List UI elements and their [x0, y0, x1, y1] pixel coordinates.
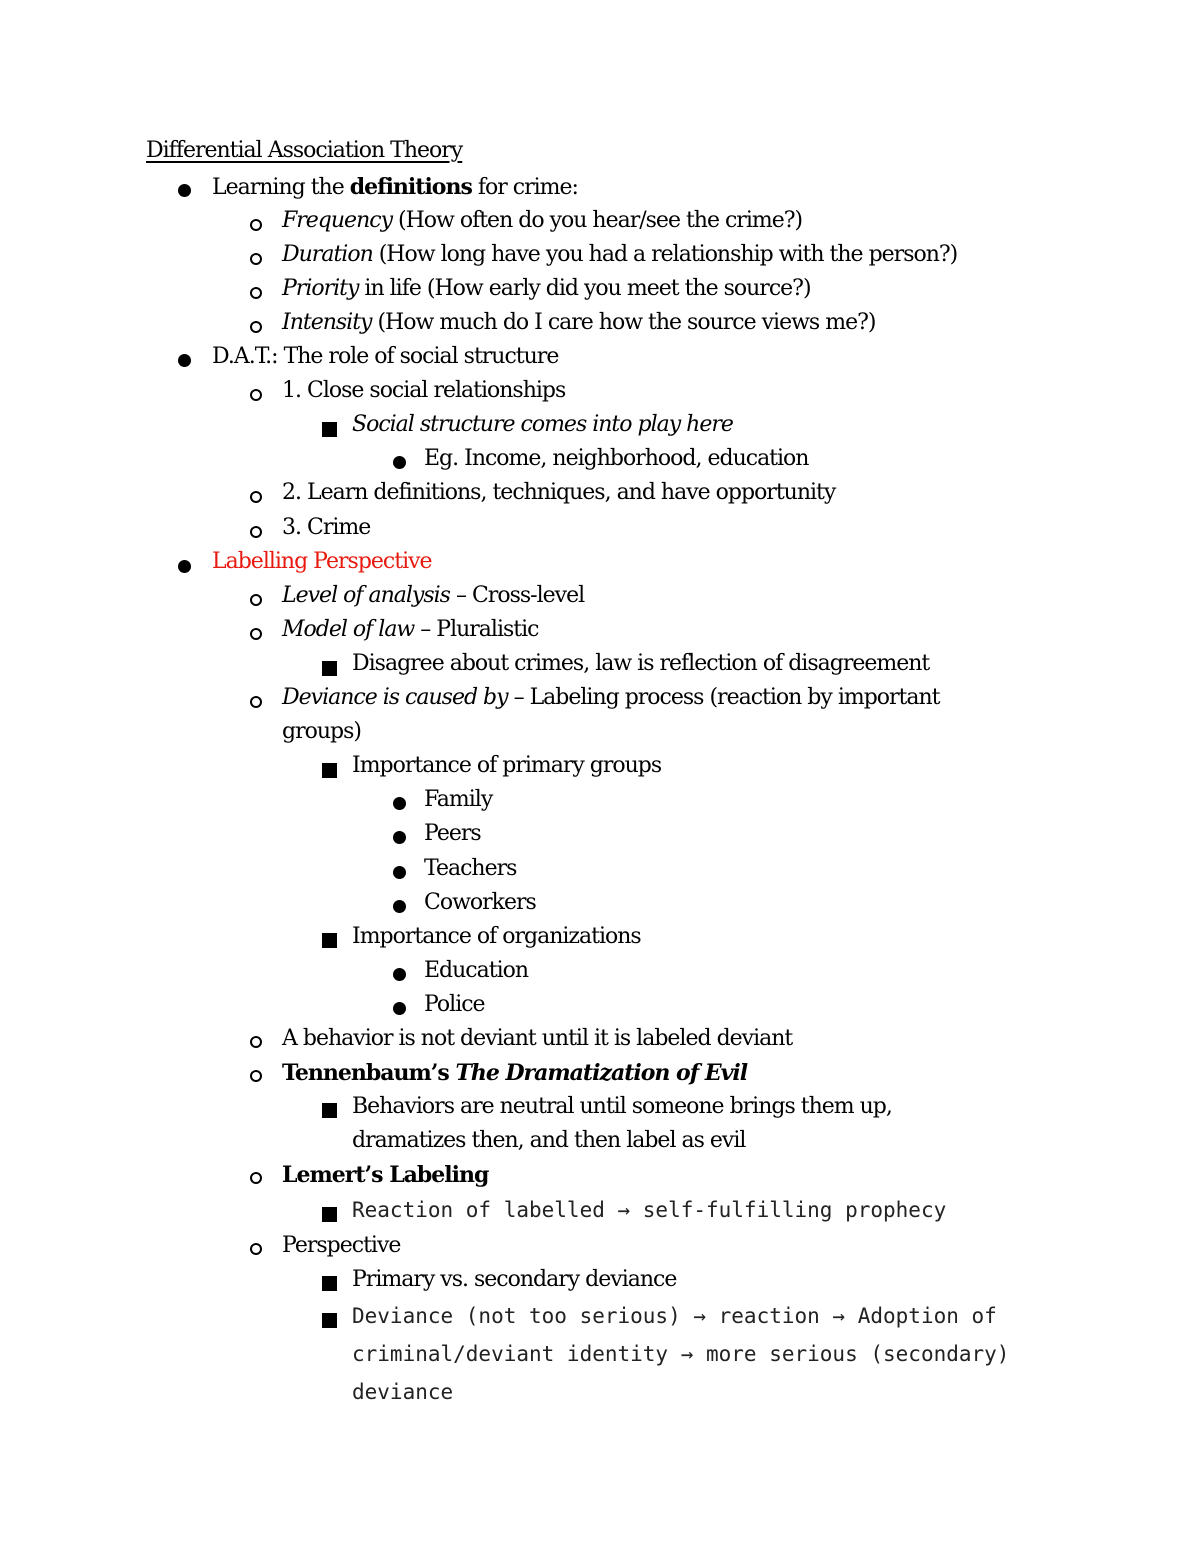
list-item-deviance-chain-end: deviance — [352, 1380, 454, 1404]
filled-bullet-icon — [393, 866, 406, 879]
text: – Labeling process (reaction by important — [507, 685, 940, 710]
list-item-social-structure: Social structure comes into play here — [352, 412, 733, 437]
list-item-model-of-law — [282, 617, 538, 642]
hollow-bullet-icon — [250, 1172, 262, 1184]
list-item-tennenbaum — [282, 1060, 747, 1086]
text: for crime: — [471, 175, 578, 200]
list-item-deviance-chain: Deviance (not too serious) → reaction → Adoption of — [352, 1304, 997, 1328]
square-bullet-icon — [322, 933, 337, 948]
list-item-neutral-cont: dramatizes then, and then label as evil — [352, 1128, 746, 1153]
list-item-level-of-analysis — [282, 583, 584, 608]
italic-term: Model of law — [282, 617, 415, 642]
list-item-neutral: Behaviors are neutral until someone brings them up, — [352, 1094, 892, 1119]
hollow-bullet-icon — [250, 696, 262, 708]
italic-term: Deviance is caused by — [282, 685, 508, 710]
filled-bullet-icon — [393, 968, 406, 981]
filled-bullet-icon — [393, 797, 406, 810]
text: in life (How early did you meet the source?) — [358, 276, 811, 301]
list-item-close-relationships: 1. Close social relationships — [282, 378, 566, 403]
list-item-learning — [212, 174, 578, 200]
hollow-bullet-icon — [250, 287, 262, 299]
square-bullet-icon — [322, 1103, 337, 1118]
list-item-organizations: Importance of organizations — [352, 924, 641, 949]
filled-bullet-icon — [178, 184, 191, 197]
hollow-bullet-icon — [250, 1243, 262, 1255]
list-item-intensity — [282, 310, 875, 335]
italic-term: Intensity — [282, 310, 372, 335]
text: (How long have you had a relationship with the person?) — [372, 242, 958, 267]
hollow-bullet-icon — [250, 594, 262, 606]
list-item-coworkers: Coworkers — [424, 890, 536, 915]
list-item-duration — [282, 242, 957, 267]
hollow-bullet-icon — [250, 1036, 262, 1048]
list-item-peers: Peers — [424, 821, 481, 846]
filled-bullet-icon — [393, 456, 406, 469]
list-item-dat-role: D.A.T.: The role of social structure — [212, 344, 559, 369]
hollow-bullet-icon — [250, 321, 262, 333]
italic-term: Level of analysis — [282, 583, 450, 608]
list-item-reaction: Reaction of labelled → self-fulfilling prophecy — [352, 1198, 947, 1222]
hollow-bullet-icon — [250, 253, 262, 265]
page-title: Differential Association Theory — [146, 138, 463, 163]
text: (How much do I care how the source views me?) — [371, 310, 876, 335]
square-bullet-icon — [322, 763, 337, 778]
hollow-bullet-icon — [250, 526, 262, 538]
text: Learning the — [212, 175, 350, 200]
list-item-lemert: Lemert’s Labeling — [282, 1162, 489, 1188]
filled-bullet-icon — [393, 900, 406, 913]
bold-italic-title: The Dramatization of Evil — [455, 1060, 748, 1086]
hollow-bullet-icon — [250, 389, 262, 401]
hollow-bullet-icon — [250, 628, 262, 640]
list-item-eg: Eg. Income, neighborhood, education — [424, 446, 809, 471]
square-bullet-icon — [322, 661, 337, 676]
list-item-frequency — [282, 208, 802, 233]
hollow-bullet-icon — [250, 491, 262, 503]
list-item-education: Education — [424, 958, 529, 983]
list-item-primary-secondary: Primary vs. secondary deviance — [352, 1267, 677, 1292]
filled-bullet-icon — [178, 354, 191, 367]
list-item-disagree: Disagree about crimes, law is reflection of disagreement — [352, 651, 930, 676]
text: (How often do you hear/see the crime?) — [392, 208, 803, 233]
list-item-teachers: Teachers — [424, 856, 517, 881]
text: – Pluralistic — [414, 617, 539, 642]
square-bullet-icon — [322, 1276, 337, 1291]
list-item-primary-groups: Importance of primary groups — [352, 753, 662, 778]
list-item-learn-definitions: 2. Learn definitions, techniques, and have opportunity — [282, 480, 836, 505]
list-item-perspective: Perspective — [282, 1233, 401, 1258]
italic-term: Duration — [282, 242, 373, 267]
list-item-police: Police — [424, 992, 485, 1017]
list-item-crime: 3. Crime — [282, 515, 371, 540]
list-item-deviance-caused-cont: groups) — [282, 719, 361, 744]
hollow-bullet-icon — [250, 1070, 262, 1082]
filled-bullet-icon — [178, 560, 191, 573]
list-item-deviance-caused — [282, 685, 940, 710]
text: – Cross-level — [449, 583, 585, 608]
section-heading-labelling: Labelling Perspective — [212, 549, 432, 574]
square-bullet-icon — [322, 1207, 337, 1222]
list-item-deviance-chain-cont: criminal/deviant identity → more serious (secondary) — [352, 1342, 1010, 1366]
square-bullet-icon — [322, 1313, 337, 1328]
list-item-priority — [282, 276, 811, 301]
hollow-bullet-icon — [250, 219, 262, 231]
bold-text: Tennenbaum’s — [282, 1060, 456, 1086]
filled-bullet-icon — [393, 1002, 406, 1015]
filled-bullet-icon — [393, 831, 406, 844]
list-item-not-deviant: A behavior is not deviant until it is labeled deviant — [282, 1026, 793, 1051]
bold-text: definitions — [349, 174, 472, 200]
list-item-family: Family — [424, 787, 493, 812]
italic-term: Priority — [282, 276, 359, 301]
square-bullet-icon — [322, 422, 337, 437]
italic-term: Frequency — [282, 208, 392, 233]
